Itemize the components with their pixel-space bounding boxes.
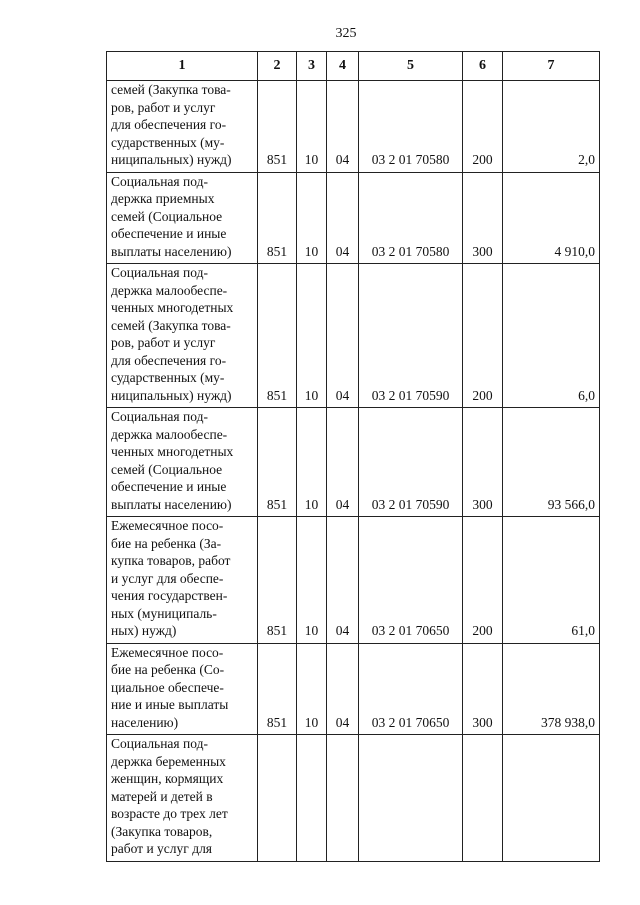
- row-code-5: 03 2 01 70590: [359, 408, 463, 517]
- row-code-2: 851: [258, 517, 297, 644]
- table-row: [107, 643, 600, 735]
- row-description: Социальная под- держка малообеспе- ченных многодетных семей (Социальное обеспечение и иные выплаты населению): [107, 408, 258, 517]
- row-amount: 6,0: [503, 264, 600, 408]
- row-description: Ежемесячное посо- бие на ребенка (За- купка товаров, работ и услуг для обеспе- чения государствен- ных (муниципаль- ных) нужд): [107, 517, 258, 644]
- row-amount: 4 910,0: [503, 172, 600, 264]
- row-code-5: 03 2 01 70650: [359, 643, 463, 735]
- row-amount: [503, 735, 600, 862]
- row-code-6: 300: [463, 643, 503, 735]
- budget-table: [106, 51, 600, 862]
- row-code-4: [327, 735, 359, 862]
- row-code-2: 851: [258, 81, 297, 173]
- row-code-5: 03 2 01 70650: [359, 517, 463, 644]
- row-code-6: 200: [463, 264, 503, 408]
- row-code-4: 04: [327, 81, 359, 173]
- row-code-4: 04: [327, 172, 359, 264]
- table-row: [107, 81, 600, 173]
- table-row: [107, 264, 600, 408]
- row-code-6: [463, 735, 503, 862]
- row-code-4: 04: [327, 264, 359, 408]
- table-row: [107, 172, 600, 264]
- row-code-3: 10: [297, 172, 327, 264]
- header-cell: 4: [327, 52, 359, 81]
- row-code-6: 300: [463, 408, 503, 517]
- header-cell: 3: [297, 52, 327, 81]
- row-code-2: 851: [258, 264, 297, 408]
- header-cell: 7: [503, 52, 600, 81]
- row-description: Социальная под- держка малообеспе- ченных многодетных семей (Закупка това- ров, работ и услуг для обеспечения го- сударственных (му- ниципальных) нужд): [107, 264, 258, 408]
- row-code-4: 04: [327, 408, 359, 517]
- row-description: семей (Закупка това- ров, работ и услуг для обеспечения го- сударственных (му- ниципальных) нужд): [107, 81, 258, 173]
- row-code-3: 10: [297, 81, 327, 173]
- row-code-6: 300: [463, 172, 503, 264]
- row-amount: 378 938,0: [503, 643, 600, 735]
- page-number: 325: [335, 26, 357, 41]
- row-code-3: 10: [297, 408, 327, 517]
- header-cell: 1: [107, 52, 258, 81]
- row-code-3: 10: [297, 643, 327, 735]
- row-code-3: [297, 735, 327, 862]
- row-code-2: 851: [258, 643, 297, 735]
- row-code-2: [258, 735, 297, 862]
- row-amount: 61,0: [503, 517, 600, 644]
- row-code-5: 03 2 01 70590: [359, 264, 463, 408]
- row-code-4: 04: [327, 517, 359, 644]
- row-code-6: 200: [463, 517, 503, 644]
- row-code-3: 10: [297, 264, 327, 408]
- table-row: [107, 408, 600, 517]
- row-amount: 2,0: [503, 81, 600, 173]
- row-description: Социальная под- держка приемных семей (Социальное обеспечение и иные выплаты населению): [107, 172, 258, 264]
- row-code-4: 04: [327, 643, 359, 735]
- row-code-6: 200: [463, 81, 503, 173]
- row-amount: 93 566,0: [503, 408, 600, 517]
- row-description: Ежемесячное посо- бие на ребенка (Со- циальное обеспече- ние и иные выплаты населению): [107, 643, 258, 735]
- header-row: [107, 52, 600, 81]
- row-code-2: 851: [258, 408, 297, 517]
- row-code-2: 851: [258, 172, 297, 264]
- row-description: Социальная под- держка беременных женщин, кормящих матерей и детей в возрасте до трех лет (Закупка товаров, работ и услуг для: [107, 735, 258, 862]
- header-cell: 5: [359, 52, 463, 81]
- row-code-3: 10: [297, 517, 327, 644]
- header-cell: 2: [258, 52, 297, 81]
- header-cell: 6: [463, 52, 503, 81]
- row-code-5: [359, 735, 463, 862]
- row-code-5: 03 2 01 70580: [359, 172, 463, 264]
- table-row: [107, 517, 600, 644]
- row-code-5: 03 2 01 70580: [359, 81, 463, 173]
- table-row: [107, 735, 600, 862]
